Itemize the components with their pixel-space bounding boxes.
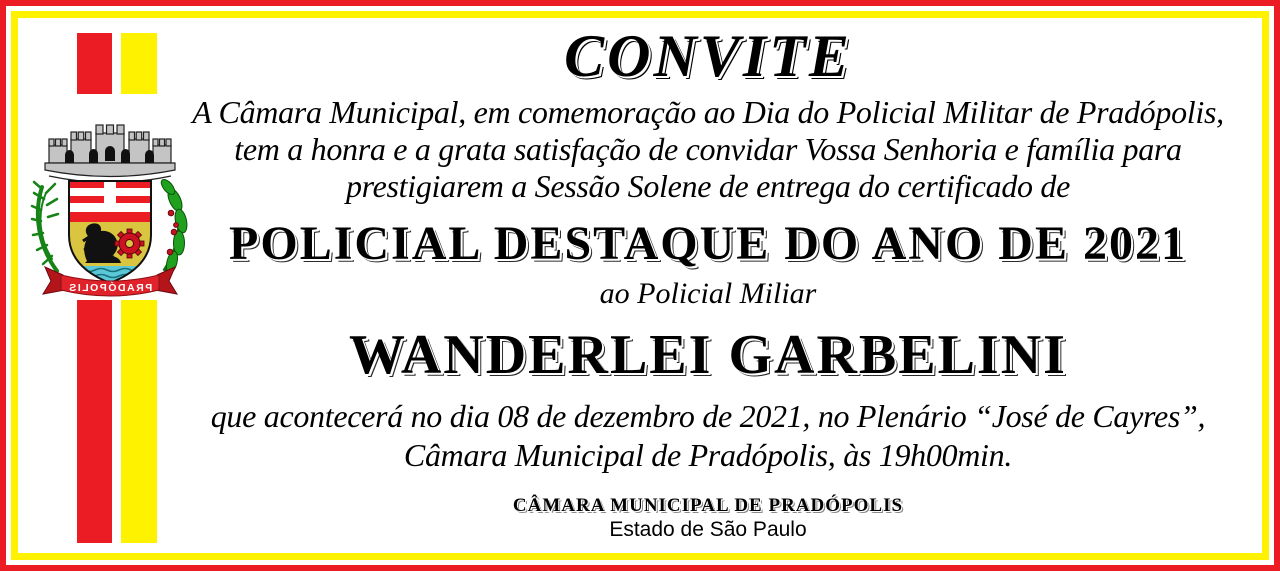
details-line-2: Câmara Municipal de Pradópolis, às 19h00min. (403, 437, 1013, 473)
intro-line-1: A Câmara Municipal, em comemoração ao Dia do Policial Militar de Pradópolis, (192, 94, 1224, 130)
footer-organization: CÂMARA MUNICIPAL DE PRADÓPOLIS (512, 495, 904, 516)
recipient-label: ao Policial Miliar (599, 277, 817, 310)
invite-title: CONVITE (564, 23, 852, 89)
gear (115, 229, 144, 258)
details-line-1: que acontecerá no dia 08 de dezembro de 2021, no Plenário “José de Cayres”, (210, 398, 1206, 434)
ribbon-text-mirrored: PRADÓPOLIS (67, 282, 153, 294)
left-branch (32, 182, 58, 271)
intro-line-3: prestigiarem a Sessão Solene de entrega do certificado de (345, 168, 1071, 204)
invitation-body (150, 0, 1266, 543)
award-title: POLICIAL DESTAQUE DO ANO DE 2021 (229, 217, 1187, 270)
event-details (150, 397, 1266, 475)
intro-line-2: tem a honra e a grata satisfação de convidar Vossa Senhoria e família para (234, 131, 1182, 167)
intro-paragraph (150, 94, 1266, 205)
recipient-name: WANDERLEI GARBELINI (349, 324, 1067, 386)
footer-state: Estado de São Paulo (609, 518, 807, 541)
